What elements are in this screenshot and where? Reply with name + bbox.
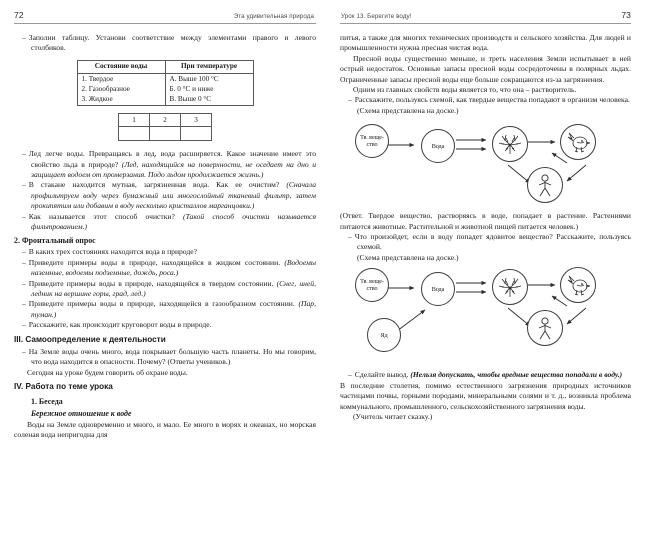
task-item-3 bbox=[340, 370, 631, 380]
bullet-dash: – bbox=[348, 370, 352, 380]
bullet-dash: – bbox=[348, 232, 352, 242]
answer-grid-header-row bbox=[119, 114, 212, 127]
paragraph-pollution: В последние столетия, помимо естественного загрязнения природных источников частицами почвы, горными породами, минеральными солями и т. д., возникла проблема коммунального, промышленного, сельскохозяйственного загрязнения воды. bbox=[340, 380, 631, 411]
answer-grid bbox=[118, 113, 212, 141]
frontal-item-text: Приведите примеры воды в природе, находящейся в газообразном состоянии. bbox=[28, 299, 299, 309]
plant-icon bbox=[497, 131, 523, 157]
frontal-item-text: Приведите примеры воды в природе, находящейся в жидком состоянии. bbox=[28, 257, 285, 267]
cell-state-2: 2. Газообразное bbox=[77, 85, 165, 95]
right-page bbox=[330, 0, 645, 540]
left-folio: 72 bbox=[14, 10, 24, 20]
question-text: В стакане находится мутная, загрязненная вода. Как ее очистим? bbox=[28, 180, 287, 190]
human-icon bbox=[533, 315, 557, 341]
node-label-poison: Яд bbox=[380, 331, 388, 339]
section-iii-item-answer: (Ответы учеников.) bbox=[167, 357, 231, 367]
node-plant bbox=[492, 269, 528, 305]
section-iv-paragraph: Воды на Земле одновременно и много, и мало. Ее много в морях и океанах, но морская соленая вода непригодна для bbox=[14, 419, 316, 440]
subheading-conversation: 1. Беседа bbox=[31, 396, 63, 406]
answer-grid-wrapper bbox=[14, 113, 316, 141]
bullet-dash: – bbox=[22, 278, 26, 288]
match-table bbox=[77, 60, 254, 106]
node-label-solid: Тв. веще-ство bbox=[360, 134, 384, 149]
answer-grid-cell-3[interactable] bbox=[181, 127, 212, 141]
heading-section-iii: III. Самоопределение к деятельности bbox=[14, 334, 166, 344]
task-item-1 bbox=[340, 95, 631, 105]
frontal-item bbox=[14, 299, 316, 320]
task-3-answer: (Нельзя допускать, чтобы вредные вещества попадали в воду.) bbox=[410, 370, 623, 380]
frontal-item-text: Приведите примеры воды в природе, находящейся в твердом состоянии. bbox=[28, 278, 277, 288]
cell-state-3: 3. Жидкое bbox=[77, 95, 165, 106]
cell-temp-2: Б. 0 °С и ниже bbox=[165, 85, 253, 95]
intro-task bbox=[14, 33, 316, 54]
cell-temp-3: В. Выше 0 °С bbox=[165, 95, 253, 106]
paragraph-fresh-water: Пресной воды существенно меньше, и треть населения Земли испытывает в ней острый недостаток. Основные запасы пресной воды сосредоточены в полярных льдах. Ограниченные запасы пресной воды еще больше сокращаются из-за загрязнения. bbox=[340, 53, 631, 84]
table-header-row bbox=[77, 60, 253, 74]
heading-section-iv: IV. Работа по теме урока bbox=[14, 381, 113, 391]
paragraph-solvent: Одним из главных свойств воды является то, что она – растворитель. bbox=[353, 85, 577, 95]
bird-icon bbox=[565, 272, 592, 299]
frontal-item bbox=[14, 320, 316, 330]
question-text: Лед легче воды. Превращаясь в лед, вода расширяется. Какое значение имеет это свойство льда в природе? bbox=[28, 149, 316, 169]
question-answer: (Такой способ очистки называется фильтрованием.) bbox=[31, 211, 316, 232]
bullet-dash: – bbox=[22, 320, 26, 330]
frontal-item bbox=[14, 279, 316, 300]
intro-task-text: Заполни таблицу. Установи соответствие между элементами правого и левого столбиков. bbox=[28, 33, 316, 53]
right-running-head bbox=[340, 10, 631, 24]
frontal-item-answer: (Снег, иней, ледник на вершине горы, град, лед.) bbox=[31, 278, 316, 299]
bullet-dash: – bbox=[22, 33, 26, 42]
bullet-dash: – bbox=[22, 299, 26, 309]
question-answer: (Сначала профильтруем воду через бумажный или многослойный тканевый фильтр, затем прокипятим или добавим в воду несколько кристаллов марганцовки.) bbox=[31, 180, 316, 211]
left-running-head bbox=[14, 10, 316, 24]
answer-paragraph-1 bbox=[340, 211, 631, 232]
bullet-dash: – bbox=[22, 247, 26, 257]
task-1-text: Расскажите, пользуясь схемой, как твердые вещества попадают в организм человека. bbox=[354, 95, 630, 105]
subtitle-careful-water-use: Бережное отношение к воде bbox=[31, 408, 132, 418]
section-iii-item-text: На Земле воды очень много, вода покрывает большую часть планеты. Но мы говорим, что вода находится в опасности. Почему? bbox=[28, 346, 316, 367]
frontal-item bbox=[14, 247, 316, 257]
col-header-state: Состояние воды bbox=[77, 60, 165, 74]
question-text: Как называется этот способ очистки? bbox=[28, 211, 184, 221]
left-running-title: Эта удивительная природа bbox=[233, 13, 314, 20]
plant-icon bbox=[497, 274, 523, 300]
bullet-dash: – bbox=[22, 149, 26, 159]
paragraph-top-continued: питья, а также для многих технических производств и сельского хозяйства. Для людей и промышленности нужна пресная чистая вода. bbox=[340, 33, 631, 53]
bullet-dash: – bbox=[348, 95, 352, 105]
node-bird bbox=[560, 267, 596, 303]
bullet-dash: – bbox=[22, 211, 26, 221]
node-label-solid: Тв. веще-ство bbox=[360, 278, 384, 293]
scheme-diagram-1 bbox=[345, 121, 635, 205]
answer-lead-1: (Ответ. Твердое вещество, растворяясь в воде, попадает в растение. Растениями питаются животные. Растительной и животной пищей питается человек.) bbox=[340, 211, 631, 231]
node-label-water: Вода bbox=[431, 285, 445, 293]
question-item bbox=[14, 149, 316, 180]
node-label-water: Вода bbox=[431, 142, 445, 150]
frontal-item-answer: (Пар, туман.) bbox=[31, 299, 316, 319]
frontal-item-answer: (Водоемы наземные, водоемы подземные, дождь, роса.) bbox=[31, 257, 316, 278]
bullet-dash: – bbox=[22, 180, 26, 190]
right-folio: 73 bbox=[621, 10, 631, 20]
answer-grid-header-2: 2 bbox=[150, 114, 181, 127]
task-2-text: Что произойдет, если в воду попадет ядовитое вещество? Расскажите, пользуясь схемой. bbox=[354, 232, 631, 252]
section-iii-closing: Сегодня на уроке будем говорить об охране воды. bbox=[27, 367, 188, 377]
task-item-2 bbox=[340, 232, 631, 253]
match-table-wrapper bbox=[14, 60, 316, 106]
answer-grid-cell-2[interactable] bbox=[150, 127, 181, 141]
answer-grid-header-1: 1 bbox=[119, 114, 150, 127]
node-bird bbox=[560, 124, 596, 160]
note-scheme-on-board-1: (Схема представлена на доске.) bbox=[357, 105, 459, 115]
answer-grid-header-3: 3 bbox=[181, 114, 212, 127]
right-running-title: Урок 13. Берегите воду! bbox=[341, 13, 412, 20]
table-row bbox=[77, 95, 253, 106]
node-human bbox=[527, 167, 563, 203]
node-water bbox=[421, 129, 455, 163]
bullet-dash: – bbox=[22, 257, 26, 267]
answer-grid-cell-1[interactable] bbox=[119, 127, 150, 141]
node-plant bbox=[492, 126, 528, 162]
question-answer: (Лед, находящийся на поверхности, не оседает на дно и защищает водоем от промерзания. Подо льдом продолжается жизнь.) bbox=[31, 159, 316, 179]
bird-icon bbox=[565, 129, 592, 156]
question-item bbox=[14, 180, 316, 211]
frontal-item bbox=[14, 258, 316, 279]
note-teacher-reads-tale: (Учитель читает сказку.) bbox=[353, 411, 433, 421]
table-row bbox=[77, 74, 253, 85]
col-header-temperature: При температуре bbox=[165, 60, 253, 74]
frontal-item-text: В каких трех состояниях находится вода в природе? bbox=[28, 247, 197, 257]
scheme-diagram-2 bbox=[345, 268, 635, 364]
bullet-dash: – bbox=[22, 346, 26, 356]
section-iii-item bbox=[14, 347, 316, 368]
note-scheme-on-board-2: (Схема представлена на доске.) bbox=[357, 252, 459, 262]
table-row bbox=[77, 85, 253, 95]
question-item bbox=[14, 212, 316, 233]
frontal-item-text: Расскажите, как происходит круговорот воды в природе. bbox=[28, 320, 212, 330]
task-3-text: Сделайте вывод. bbox=[354, 370, 411, 380]
heading-frontal-survey: 2. Фронтальный опрос bbox=[14, 236, 96, 246]
cell-state-1: 1. Твердое bbox=[77, 74, 165, 85]
answer-grid-entry-row bbox=[119, 127, 212, 141]
node-solid-substance bbox=[355, 124, 389, 158]
human-icon bbox=[533, 172, 557, 198]
cell-temp-1: А. Выше 100 °С bbox=[165, 74, 253, 85]
